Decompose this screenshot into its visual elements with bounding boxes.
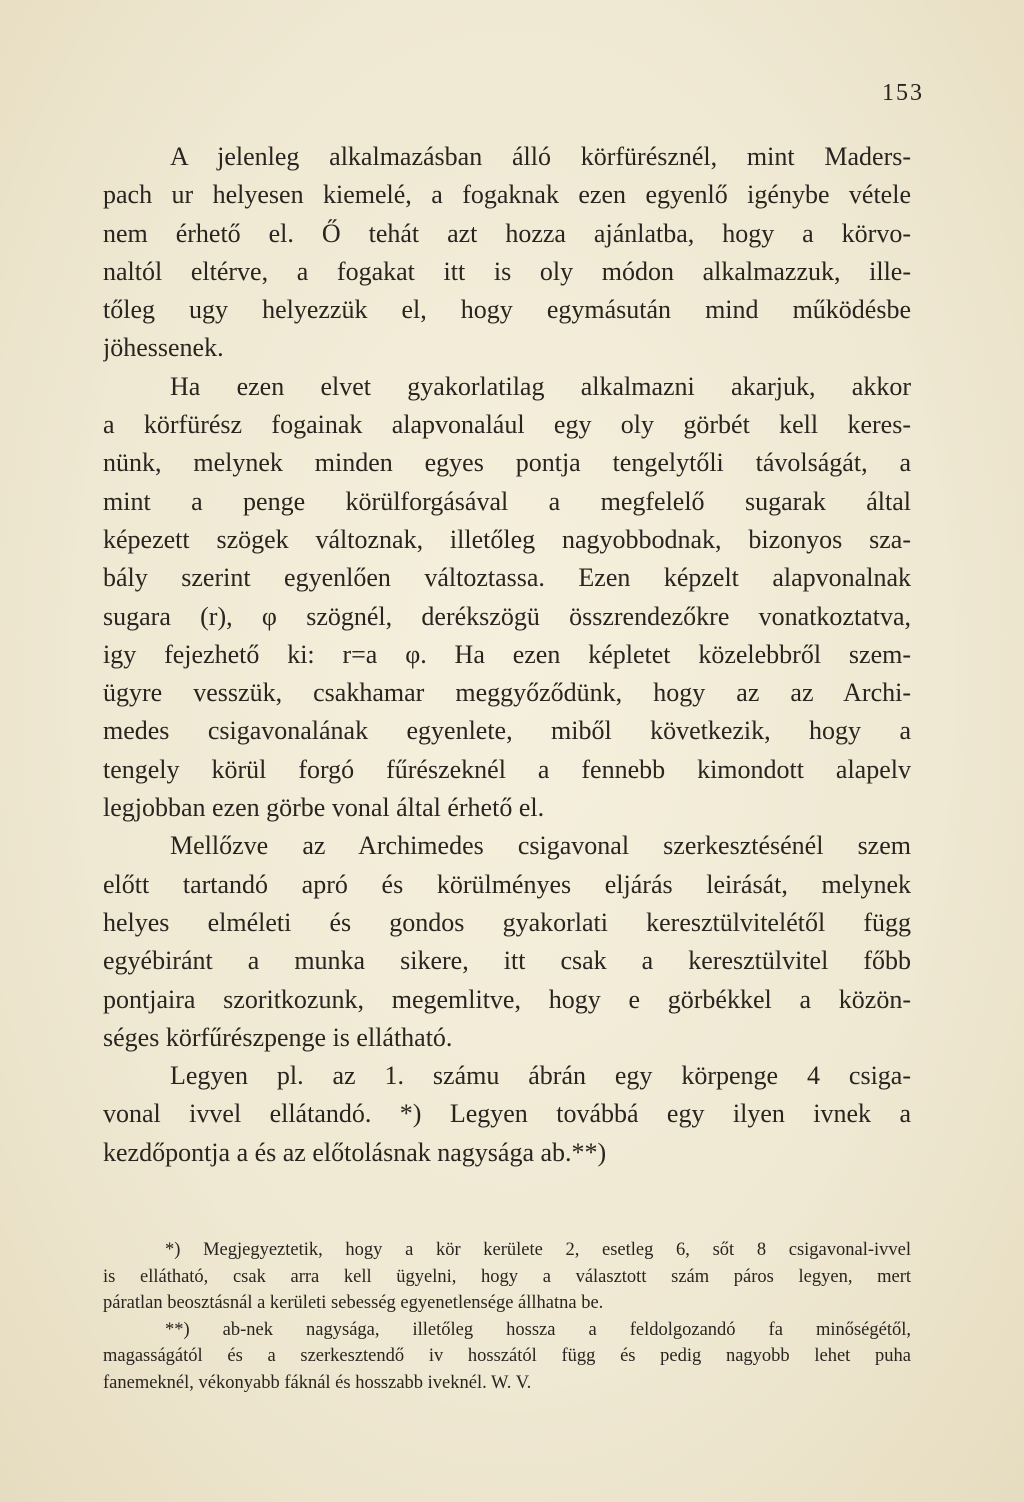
- body-line: ügyre vesszük, csakhamar meggyőződünk, hogy az az Archi-: [103, 678, 911, 708]
- page-number: 153: [882, 80, 924, 106]
- body-line: bály szerint egyenlően változtassa. Ezen képzelt alapvonalnak: [103, 563, 911, 593]
- body-line: kezdőpontja a és az előtolásnak nagysága ab.**): [103, 1137, 607, 1167]
- body-line: mint a penge körülforgásával a megfelelő sugarak által: [103, 486, 911, 516]
- body-line: medes csigavonalának egyenlete, miből következik, hogy a: [103, 716, 911, 746]
- footnote-line: **) ab-nek nagysága, illetőleg hossza a feldolgozandó fa minőségétől,: [165, 1319, 911, 1340]
- body-line: séges körfűrészpenge is ellátható.: [103, 1022, 453, 1052]
- body-line: képezett szögek változnak, illetőleg nagyobbodnak, bizonyos sza-: [103, 524, 911, 554]
- body-line: nünk, melynek minden egyes pontja tengelytőli távolságát, a: [103, 448, 911, 478]
- body-line: egyébiránt a munka sikere, itt csak a keresztülvitel főbb: [103, 946, 911, 976]
- body-text: [103, 138, 911, 1172]
- footnote-line: páratlan beosztásnál a kerületi sebesség egyenetlensége állhatna be.: [103, 1293, 604, 1313]
- body-line: Ha ezen elvet gyakorlatilag alkalmazni akarjuk, akkor: [170, 371, 911, 401]
- footnote-line: is ellátható, csak arra kell ügyelni, hogy a választott szám páros legyen, mert: [103, 1266, 911, 1287]
- body-line: igy fejezhető ki: r=a φ. Ha ezen képletet közelebbről szem-: [103, 639, 911, 669]
- footnotes: [103, 1237, 911, 1396]
- body-line: pontjaira szoritkozunk, megemlitve, hogy e görbékkel a közön-: [103, 984, 911, 1014]
- footnote-line: fanemeknél, vékonyabb fáknál és hosszabb iveknél. W. V.: [103, 1372, 532, 1393]
- body-line: sugara (r), φ szögnél, derékszögü összrendezőkre vonatkoztatva,: [103, 601, 911, 631]
- footnote-line: *) Megjegyeztetik, hogy a kör kerülete 2, esetleg 6, sőt 8 csigavonal-ivvel: [165, 1240, 911, 1260]
- body-line: jöhessenek.: [103, 333, 224, 363]
- body-line: naltól eltérve, a fogakat itt is oly módon alkalmazzuk, ille-: [103, 256, 911, 286]
- body-line: Legyen pl. az 1. számu ábrán egy körpenge 4 csiga-: [170, 1061, 911, 1091]
- body-line: a körfürész fogainak alapvonalául egy oly görbét kell keres-: [103, 410, 911, 440]
- body-line: nem érhető el. Ő tehát azt hozza ajánlatba, hogy a körvo-: [103, 218, 911, 248]
- footnote-line: magasságától és a szerkesztendő iv hosszától függ és pedig nagyobb lehet puha: [103, 1346, 911, 1366]
- body-line: tőleg ugy helyezzük el, hogy egymásután mind működésbe: [103, 295, 911, 325]
- body-line: előtt tartandó apró és körülményes eljárás leirását, melynek: [103, 869, 911, 899]
- body-line: tengely körül forgó fűrészeknél a fennebb kimondott alapelv: [103, 754, 911, 784]
- body-line: vonal ivvel ellátandó. *) Legyen továbbá egy ilyen ivnek a: [103, 1099, 911, 1129]
- body-line: A jelenleg alkalmazásban álló körfürésznél, mint Maders-: [170, 142, 911, 171]
- body-line: helyes elméleti és gondos gyakorlati keresztülvitelétől függ: [103, 907, 911, 937]
- body-line: Mellőzve az Archimedes csigavonal szerkesztésénél szem: [170, 831, 911, 861]
- body-line: pach ur helyesen kiemelé, a fogaknak ezen egyenlő igénybe vétele: [103, 180, 911, 210]
- body-line: legjobban ezen görbe vonal által érhető el.: [103, 793, 545, 823]
